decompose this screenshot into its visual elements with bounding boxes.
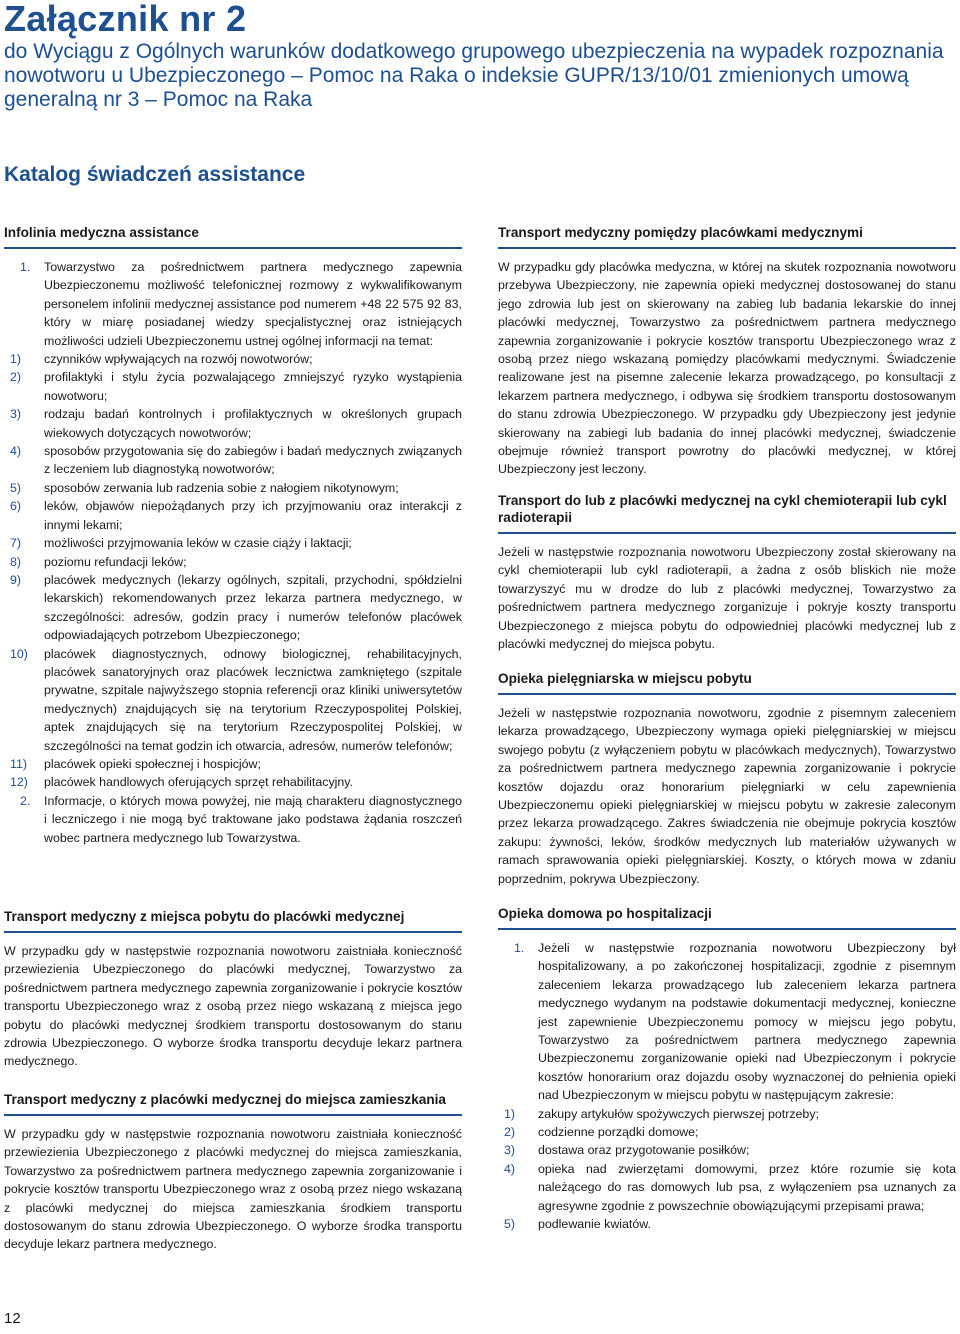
sub-item-number: 5) <box>504 1217 516 1232</box>
sub-item-number: 2) <box>10 370 22 385</box>
page-subtitle: do Wyciągu z Ogólnych warunków dodatkowego grupowego ubezpieczenia na wypadek rozpoznania nowotworu u Ubezpieczonego – Pomoc na Raka o indeksie GUPR/13/10/01 zmienionych umową generalną nr 3 – Pomoc na Raka <box>4 40 944 111</box>
sub-item-text: poziomu refundacji leków; <box>44 554 187 569</box>
list-item <box>4 258 462 792</box>
sub-item-number: 5) <box>10 480 22 495</box>
sub-item-number: 10) <box>10 646 28 661</box>
sub-item-number: 11) <box>10 756 27 771</box>
item-number: 1. <box>20 260 31 274</box>
list-item <box>498 939 956 1234</box>
sub-list-item <box>498 1141 956 1159</box>
section-transport-home <box>4 908 462 1071</box>
section-text: Jeżeli w następstwie rozpoznania nowotworu, zgodnie z pisemnym zaleceniem lekarza prowadzącego, Ubezpieczony wymaga opieki pielęgniarskiej w miejscu swojego pobytu (z wyłączeniem pobytu w placówkach medycznych), Towarzystwo za pośrednictwem partnera medycznego zapewnia zorganizowanie i pokrycie kosztów dojazdu oraz honorarium pielęgniarki w celu zapewnienia Ubezpieczonemu opieki pielęgniarskiej w miejscu pobytu w zakresie zaleconym przez lekarza prowadzącego. Zakres świadczenia nie obejmuje pokrycia kosztów zakupu: żywności, leków, środków medycznych lub materiałów używanych w ramach sprawowania opieki pielęgniarskiej. Koszty, o których mowa w zdaniu poprzednim, pokrywa Ubezpieczony. <box>498 706 956 886</box>
section-heading: Transport medyczny pomiędzy placówkami medycznymi <box>498 224 956 249</box>
section-text: W przypadku gdy placówka medyczna, w której na skutek rozpoznania nowotworu przebywa Ubezpieczony, nie zapewnia opieki medycznej dostosowanej do stanu jego zdrowia lub jest on skierowany na zabieg lub badania lekarskie do innej placówki medycznej, Towarzystwo za pośrednictwem partnera medycznego zapewnia zorganizowanie i pokrycie kosztów transportu Ubezpieczonego wraz z osobą przez niego wskazaną pomiędzy placówkami medycznymi. Świadczenie realizowane jest na pisemne zalecenie lekarza prowadzącego, po konsultacji z lekarzem partnera medycznego, i odbywa się środkiem transportu dostosowanym do stanu zdrowia Ubezpieczonego. W przypadku gdy Ubezpieczony jest jedynie skierowany na zabiegi lub badania do innej placówki medycznej, świadczenie obejmuje również transport powrotny do placówki medycznej, w której Ubezpieczony jest leczony. <box>498 260 956 477</box>
sub-item-text: placówek diagnostycznych, odnowy biologicznej, rehabilitacyjnych, placówek sanatoryjnych oraz placówek lecznictwa zamkniętego (szpitale prywatne, szpitale najwyższego stopnia referencji oraz kliniki uniwersytetów medycznych) znajdujących się na terytorium Rzeczypospolitej Polskiej, aptek znajdujących się na terytorium Rzeczypospolitej Polskiej, w szczególności na temat godzin ich otwarcia, adresów, numerów telefonów; <box>44 646 462 753</box>
page-title: Załącznik nr 2 <box>4 0 247 39</box>
sub-list <box>4 350 462 792</box>
sub-list-item <box>4 479 462 497</box>
sub-list-item <box>4 405 462 442</box>
sub-item-number: 1) <box>10 352 22 367</box>
catalog-heading: Katalog świadczeń assistance <box>4 163 306 186</box>
section-text: W przypadku gdy w następstwie rozpoznania nowotworu zaistniała konieczność przewiezienia Ubezpieczonego do placówki medycznej, Towarzystwo za pośrednictwem partnera medycznego zapewnia zorganizowanie i pokrycie kosztów transportu Ubezpieczonego wraz z osobą przez niego wskazaną z miejsca jego pobytu do placówki medycznej środkiem transportu dostosowanym do stanu zdrowia Ubezpieczonego. O wyborze środka transportu decyduje lekarz partnera medycznego. <box>4 944 462 1069</box>
sub-item-text: możliwości przyjmowania leków w czasie ciąży i laktacji; <box>44 536 352 551</box>
sub-item-text: codzienne porządki domowe; <box>538 1125 699 1140</box>
section-infolinia <box>4 224 462 847</box>
sub-item-number: 12) <box>10 775 28 790</box>
item-text: Towarzystwo za pośrednictwem partnera medycznego zapewnia Ubezpieczonemu możliwość telefonicznej rozmowy z wykwalifikowanym personelem infolinii medycznej assistance pod numerem +48 22 575 92 83, który w miarę posiadanej wiedzy specjalistycznej oraz istniejących możliwości udzieli Ubezpieczonemu ustnej ogólnej informacji na temat: <box>44 260 462 348</box>
section-transport-residence <box>4 1091 462 1254</box>
sub-item-text: opieka nad zwierzętami domowymi, przez które rozumie się kota należącego do ras domowych lub psa, z wyłączeniem psa uznanych za agresywne zgodnie z powszechnie obowiązującymi przepisami prawa; <box>538 1161 956 1213</box>
sub-item-number: 1) <box>504 1106 516 1121</box>
sub-list <box>498 1105 956 1234</box>
sub-item-text: placówek handlowych oferujących sprzęt rehabilitacyjny. <box>44 775 354 790</box>
sub-item-text: leków, objawów niepożądanych przy ich przyjmowaniu oraz interakcji z innymi lekami; <box>44 499 462 532</box>
sub-item-text: placówek opieki społecznej i hospicjów; <box>44 756 261 771</box>
sub-item-number: 7) <box>10 536 22 551</box>
sub-list-item <box>498 1105 956 1123</box>
sub-list-item <box>498 1123 956 1141</box>
item-number: 2. <box>20 793 31 808</box>
section-home-care <box>498 905 956 1234</box>
sub-item-text: podlewanie kwiatów. <box>538 1217 651 1232</box>
sub-item-text: rodzaju badań kontrolnych i profilaktycznych w określonych grupach wiekowych dotyczących nowotworów; <box>44 407 462 440</box>
sub-item-number: 6) <box>10 499 22 514</box>
sub-item-text: sposobów zerwania lub radzenia sobie z nałogiem nikotynowym; <box>44 480 399 495</box>
sub-list-item <box>4 755 462 773</box>
sub-list-item <box>4 442 462 479</box>
sub-list-item <box>498 1160 956 1215</box>
sub-list-item <box>4 350 462 368</box>
section-nursing <box>498 670 956 888</box>
sub-item-number: 2) <box>504 1125 516 1140</box>
section-text: W przypadku gdy w następstwie rozpoznania nowotworu zaistniała konieczność przewiezienia Ubezpieczonego z placówki medycznej do miejsca zamieszkania, Towarzystwo za pośrednictwem partnera medycznego zapewnia zorganizowanie i pokrycie kosztów transportu Ubezpieczonego wraz z osobą przez niego wskazaną z placówki medycznej do miejsca zamieszkania środkiem transportu dostosowanym do stanu zdrowia Ubezpieczonego. O wyborze środka transportu decyduje lekarz partnera medycznego. <box>4 1127 462 1252</box>
sub-item-text: dostawa oraz przygotowanie posiłków; <box>538 1143 750 1158</box>
sub-item-text: sposobów przygotowania się do zabiegów i badań medycznych związanych z leczeniem lub diagnostyką nowotworów; <box>44 444 462 477</box>
sub-list-item <box>4 368 462 405</box>
sub-list-item <box>4 645 462 755</box>
sub-item-number: 9) <box>10 572 22 587</box>
section-heading: Transport medyczny z miejsca pobytu do placówki medycznej <box>4 908 462 933</box>
sub-item-text: profilaktyki i stylu życia pozwalającego zmniejszyć ryzyko wystąpienia nowotworu; <box>44 370 462 403</box>
sub-item-text: czynników wpływających na rozwój nowotworów; <box>44 352 313 367</box>
sub-list-item <box>498 1215 956 1233</box>
sub-item-number: 3) <box>504 1143 516 1158</box>
section-transport-between <box>498 224 956 479</box>
section-heading: Opieka domowa po hospitalizacji <box>498 905 956 930</box>
numbered-list <box>498 939 956 1234</box>
sub-item-number: 8) <box>10 554 22 569</box>
numbered-list <box>4 258 462 847</box>
sub-list-item <box>4 534 462 552</box>
section-heading: Opieka pielęgniarska w miejscu pobytu <box>498 670 956 695</box>
sub-list-item <box>4 497 462 534</box>
sub-list-item <box>4 571 462 645</box>
sub-item-text: placówek medycznych (lekarzy ogólnych, szpitali, przychodni, spółdzielni lekarskich) rekomendowanych przez lekarza partnera medycznego, w szczególności: adresów, godzin pracy i numerów telefonów placówek odpowiadających potrzebom Ubezpieczonego; <box>44 572 462 643</box>
sub-item-text: zakupy artykułów spożywczych pierwszej potrzeby; <box>538 1106 819 1121</box>
sub-item-number: 3) <box>10 407 22 422</box>
section-heading: Transport medyczny z placówki medycznej do miejsca zamieszkania <box>4 1091 462 1116</box>
section-heading: Transport do lub z placówki medycznej na cykl chemioterapii lub cykl radioterapii <box>498 492 956 534</box>
sub-item-number: 4) <box>504 1161 516 1176</box>
item-number: 1. <box>514 941 525 955</box>
section-text: Jeżeli w następstwie rozpoznania nowotworu Ubezpieczony został skierowany na cykl chemioterapii lub cykl radioterapii, a żadna z osób bliskich nie może towarzyszyć mu w drodze do lub z placówki medycznej, Towarzystwo za pośrednictwem partnera medycznego zorganizuje i pokryje koszty transportu Ubezpieczonego z miejsca pobytu do odpowiedniej placówki medycznej lub z placówki medycznej do miejsca pobytu. <box>498 545 956 652</box>
section-transport-chemo <box>498 492 956 653</box>
page-number: 12 <box>4 1310 21 1327</box>
sub-item-number: 4) <box>10 444 22 459</box>
item-text: Jeżeli w następstwie rozpoznania nowotworu Ubezpieczony był hospitalizowany, a po zakończonej hospitalizacji, zgodnie z pisemnym zaleceniem lekarza prowadzącego lub zaleceniem lekarza partnera medycznego wydanym na podstawie dokumentacji medycznej, konieczne jest zapewnienie Ubezpieczonemu pomocy w miejscu jego pobytu, Towarzystwo za pośrednictwem partnera medycznego zapewnia Ubezpieczonemu zorganizowanie opieki nad Ubezpieczonym i pokrycie kosztów honorarium oraz dojazdu osoby wyznaczonej do pełnienia opieki nad Ubezpieczonym w miejscu pobytu w następującym zakresie: <box>538 941 956 1103</box>
section-heading: Infolinia medyczna assistance <box>4 224 462 249</box>
sub-list-item <box>4 553 462 571</box>
sub-list-item <box>4 773 462 791</box>
item-text: Informacje, o których mowa powyżej, nie mają charakteru diagnostycznego i leczniczego i nie mogą być traktowane jako podstawa żądania roszczeń wobec partnera medycznego lub Towarzystwa. <box>44 793 462 845</box>
list-item <box>4 792 462 847</box>
